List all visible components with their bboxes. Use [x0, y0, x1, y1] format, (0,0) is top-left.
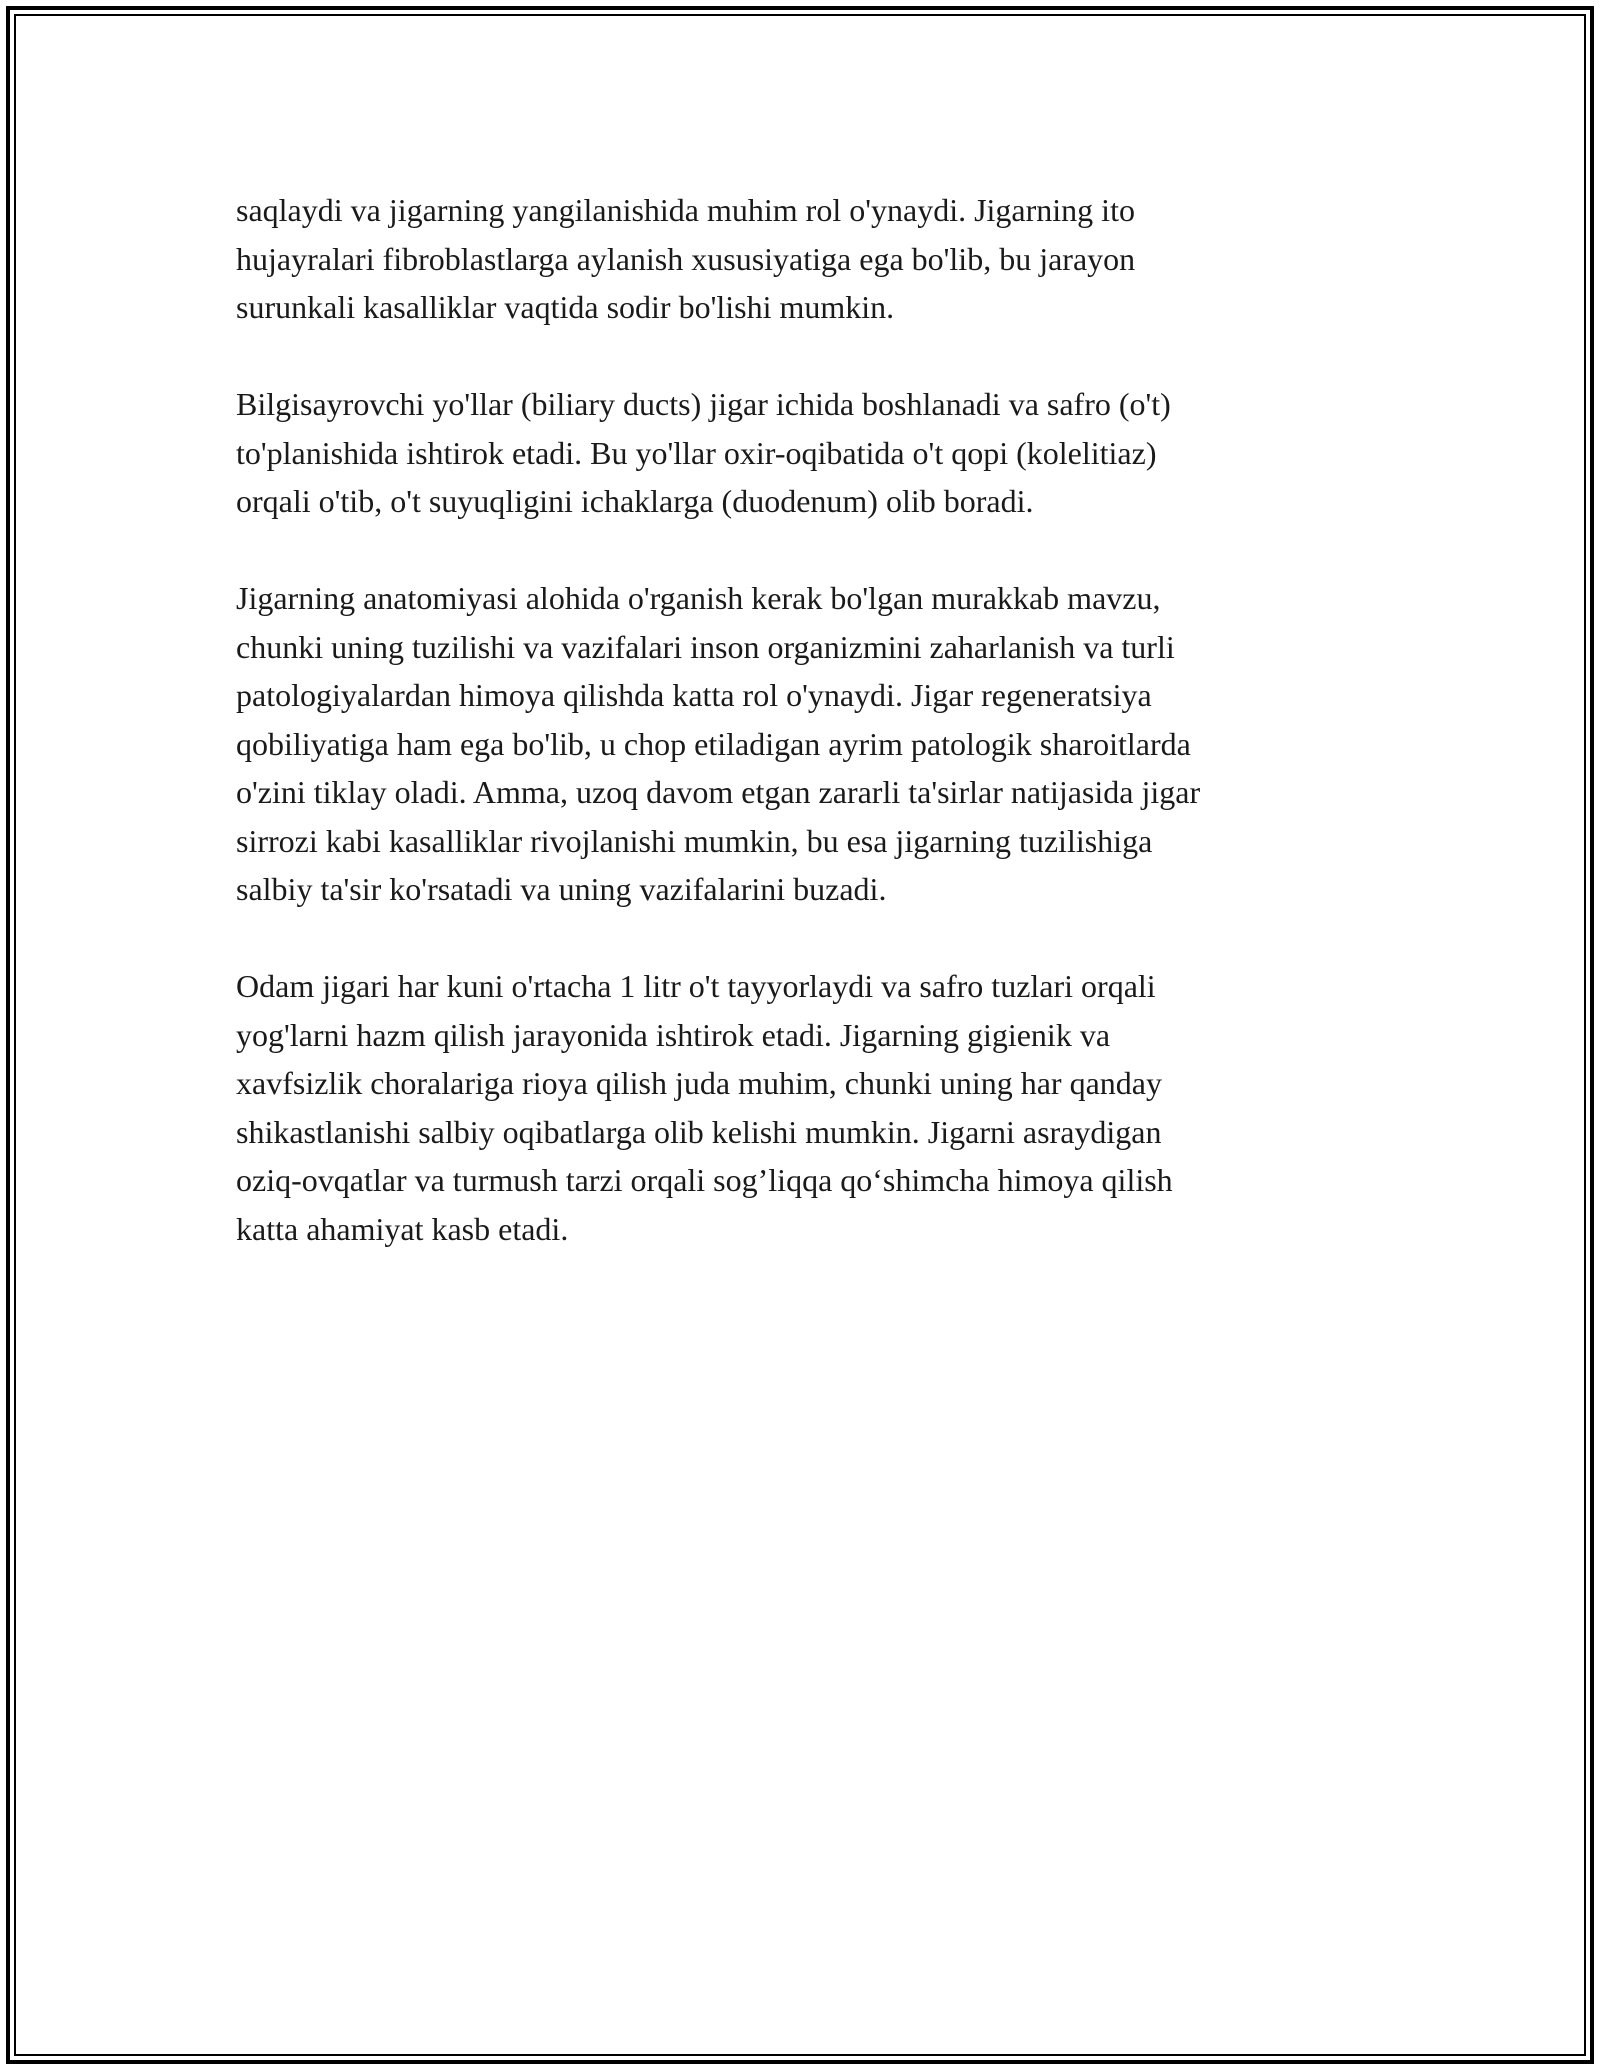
text-line: to'planishida ishtirok etadi. Bu yo'llar oxir-oqibatida o't qopi (kolelitiaz) [236, 434, 1157, 471]
text-line: orqali o'tib, o't suyuqligini ichaklarga (duodenum) olib boradi. [236, 483, 1034, 519]
paragraph-3 [236, 574, 1364, 914]
text-line: salbiy ta'sir ko'rsatadi va uning vazifalarini buzadi. [236, 871, 887, 907]
paragraph-4 [236, 962, 1364, 1253]
text-line: xavfsizlik choralariga rioya qilish juda muhim, chunki uning har qanday [236, 1065, 1162, 1101]
text-line: saqlaydi va jigarning yangilanishida muhim rol o'ynaydi. Jigarning ito [236, 192, 1135, 228]
text-line: oziq-ovqatlar va turmush tarzi orqali sog’liqqa qo‘shimcha himoya qilish [236, 1162, 1173, 1198]
document-body [236, 186, 1364, 1302]
text-line: surunkali kasalliklar vaqtida sodir bo'lishi mumkin. [236, 289, 895, 325]
text-line: Odam jigari har kuni o'rtacha 1 litr o't tayyorlaydi va safro tuzlari orqali [236, 968, 1156, 1004]
text-line: o'zini tiklay oladi. Amma, uzoq davom etgan zararli ta'sirlar natijasida jigar [236, 774, 1201, 810]
text-line: qobiliyatiga ham ega bo'lib, u chop etiladigan ayrim patologik sharoitlarda [236, 725, 1191, 762]
paragraph-1 [236, 186, 1364, 332]
text-line: Jigarning anatomiyasi alohida o'rganish kerak bo'lgan murakkab mavzu, [236, 580, 1161, 616]
paragraph-2 [236, 380, 1364, 526]
text-line: hujayralari fibroblastlarga aylanish xususiyatiga ega bo'lib, bu jarayon [236, 240, 1136, 277]
text-line: Bilgisayrovchi yo'llar (biliary ducts) jigar ichida boshlanadi va safro (o't) [236, 386, 1171, 422]
text-line: sirrozi kabi kasalliklar rivojlanishi mumkin, bu esa jigarning tuzilishiga [236, 822, 1153, 859]
text-line: shikastlanishi salbiy oqibatlarga olib kelishi mumkin. Jigarni asraydigan [236, 1113, 1162, 1150]
text-line: katta ahamiyat kasb etadi. [236, 1210, 569, 1247]
text-line: patologiyalardan himoya qilishda katta rol o'ynaydi. Jigar regeneratsiya [236, 677, 1152, 713]
text-line: yog'larni hazm qilish jarayonida ishtirok etadi. Jigarning gigienik va [236, 1016, 1111, 1053]
text-line: chunki uning tuzilishi va vazifalari inson organizmini zaharlanish va turli [236, 628, 1175, 665]
